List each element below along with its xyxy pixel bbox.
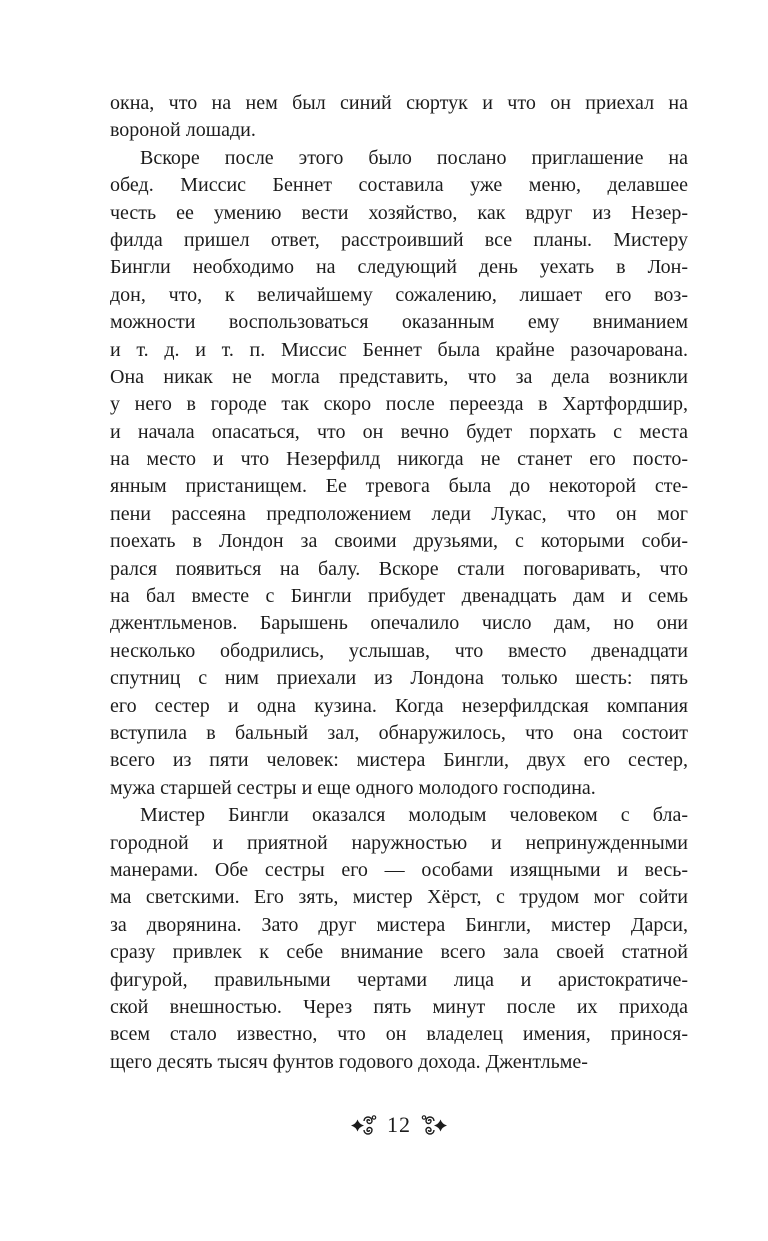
page-footer — [110, 1110, 688, 1140]
page-text — [110, 90, 688, 1076]
text-line: манерами. Обе сестры его — особами изящными и весь- — [110, 858, 688, 881]
paragraph — [110, 802, 688, 1076]
paragraph — [110, 90, 688, 145]
text-line: мужа старшей сестры и еще одного молодого господина. — [110, 776, 596, 799]
text-line: ма светскими. Его зять, мистер Хёрст, с трудом мог сойти — [110, 886, 688, 909]
text-line: Вскоре после этого было послано приглашение на — [140, 146, 688, 169]
text-line: на бал вместе с Бингли прибудет двенадцать дам и семь — [110, 585, 688, 608]
text-line: ской внешностью. Через пять минут после их прихода — [110, 995, 688, 1018]
text-line: Она никак не могла представить, что за дела возникли — [110, 365, 688, 388]
text-line: пени рассеяна предположением леди Лукас, что он мог — [110, 502, 688, 525]
text-line: дон, что, к величайшему сожалению, лишает его воз- — [110, 283, 688, 306]
text-line: городной и приятной наружностью и непринужденными — [110, 831, 688, 854]
text-line: обед. Миссис Беннет составила уже меню, делавшее — [110, 174, 688, 197]
text-line: поехать в Лондон за своими друзьями, с которыми соби- — [110, 530, 688, 553]
text-line: его сестер и одна кузина. Когда незерфилдская компания — [110, 694, 688, 717]
text-line: спутниц с ним приехали из Лондона только шесть: пять — [110, 667, 688, 690]
text-line: за дворянина. Зато друг мистера Бингли, мистер Дарси, — [110, 913, 688, 936]
text-line: и т. д. и т. п. Миссис Беннет была крайне разочарована. — [110, 338, 688, 361]
text-line: Мистер Бингли оказался молодым человеком с бла- — [140, 804, 688, 827]
text-line: всего из пяти человек: мистера Бингли, двух его сестер, — [110, 749, 688, 772]
text-line: рался появиться на балу. Вскоре стали поговаривать, что — [110, 557, 688, 580]
text-line: честь ее умению вести хозяйство, как вдруг из Незер- — [110, 201, 688, 224]
paragraph — [110, 145, 688, 802]
text-line: вороной лошади. — [110, 119, 256, 142]
page-number: 12 — [387, 1112, 411, 1137]
text-line: фигурой, правильными чертами лица и аристократиче- — [110, 968, 688, 991]
text-line: можности воспользоваться оказанным ему вниманием — [110, 311, 688, 334]
text-line: щего десять тысяч фунтов годового дохода. Джентльме- — [110, 1050, 588, 1073]
text-line: окна, что на нем был синий сюртук и что он приехал на — [110, 92, 688, 114]
text-line: несколько ободрились, услышав, что вместо двенадцати — [110, 639, 688, 662]
fleuron-right-icon — [421, 1113, 447, 1138]
text-line: филда пришел ответ, расстроивший все планы. Мистеру — [110, 228, 688, 251]
text-line: и начала опасаться, что он вечно будет порхать с места — [110, 420, 688, 443]
text-line: Бингли необходимо на следующий день уехать в Лон- — [110, 256, 688, 279]
text-line: янным пристанищем. Ее тревога была до некоторой сте- — [110, 475, 688, 498]
text-line: джентльменов. Барышень опечалило число дам, но они — [110, 612, 688, 635]
text-line: у него в городе так скоро после переезда в Хартфордшир, — [110, 393, 688, 416]
fleuron-left-icon — [351, 1113, 377, 1138]
text-line: на место и что Незерфилд никогда не станет его посто- — [110, 448, 688, 471]
text-line: сразу привлек к себе внимание всего зала своей статной — [110, 941, 688, 964]
text-line: всем стало известно, что он владелец имения, принося- — [110, 1023, 688, 1046]
text-line: вступила в бальный зал, обнаружилось, что она состоит — [110, 721, 688, 744]
